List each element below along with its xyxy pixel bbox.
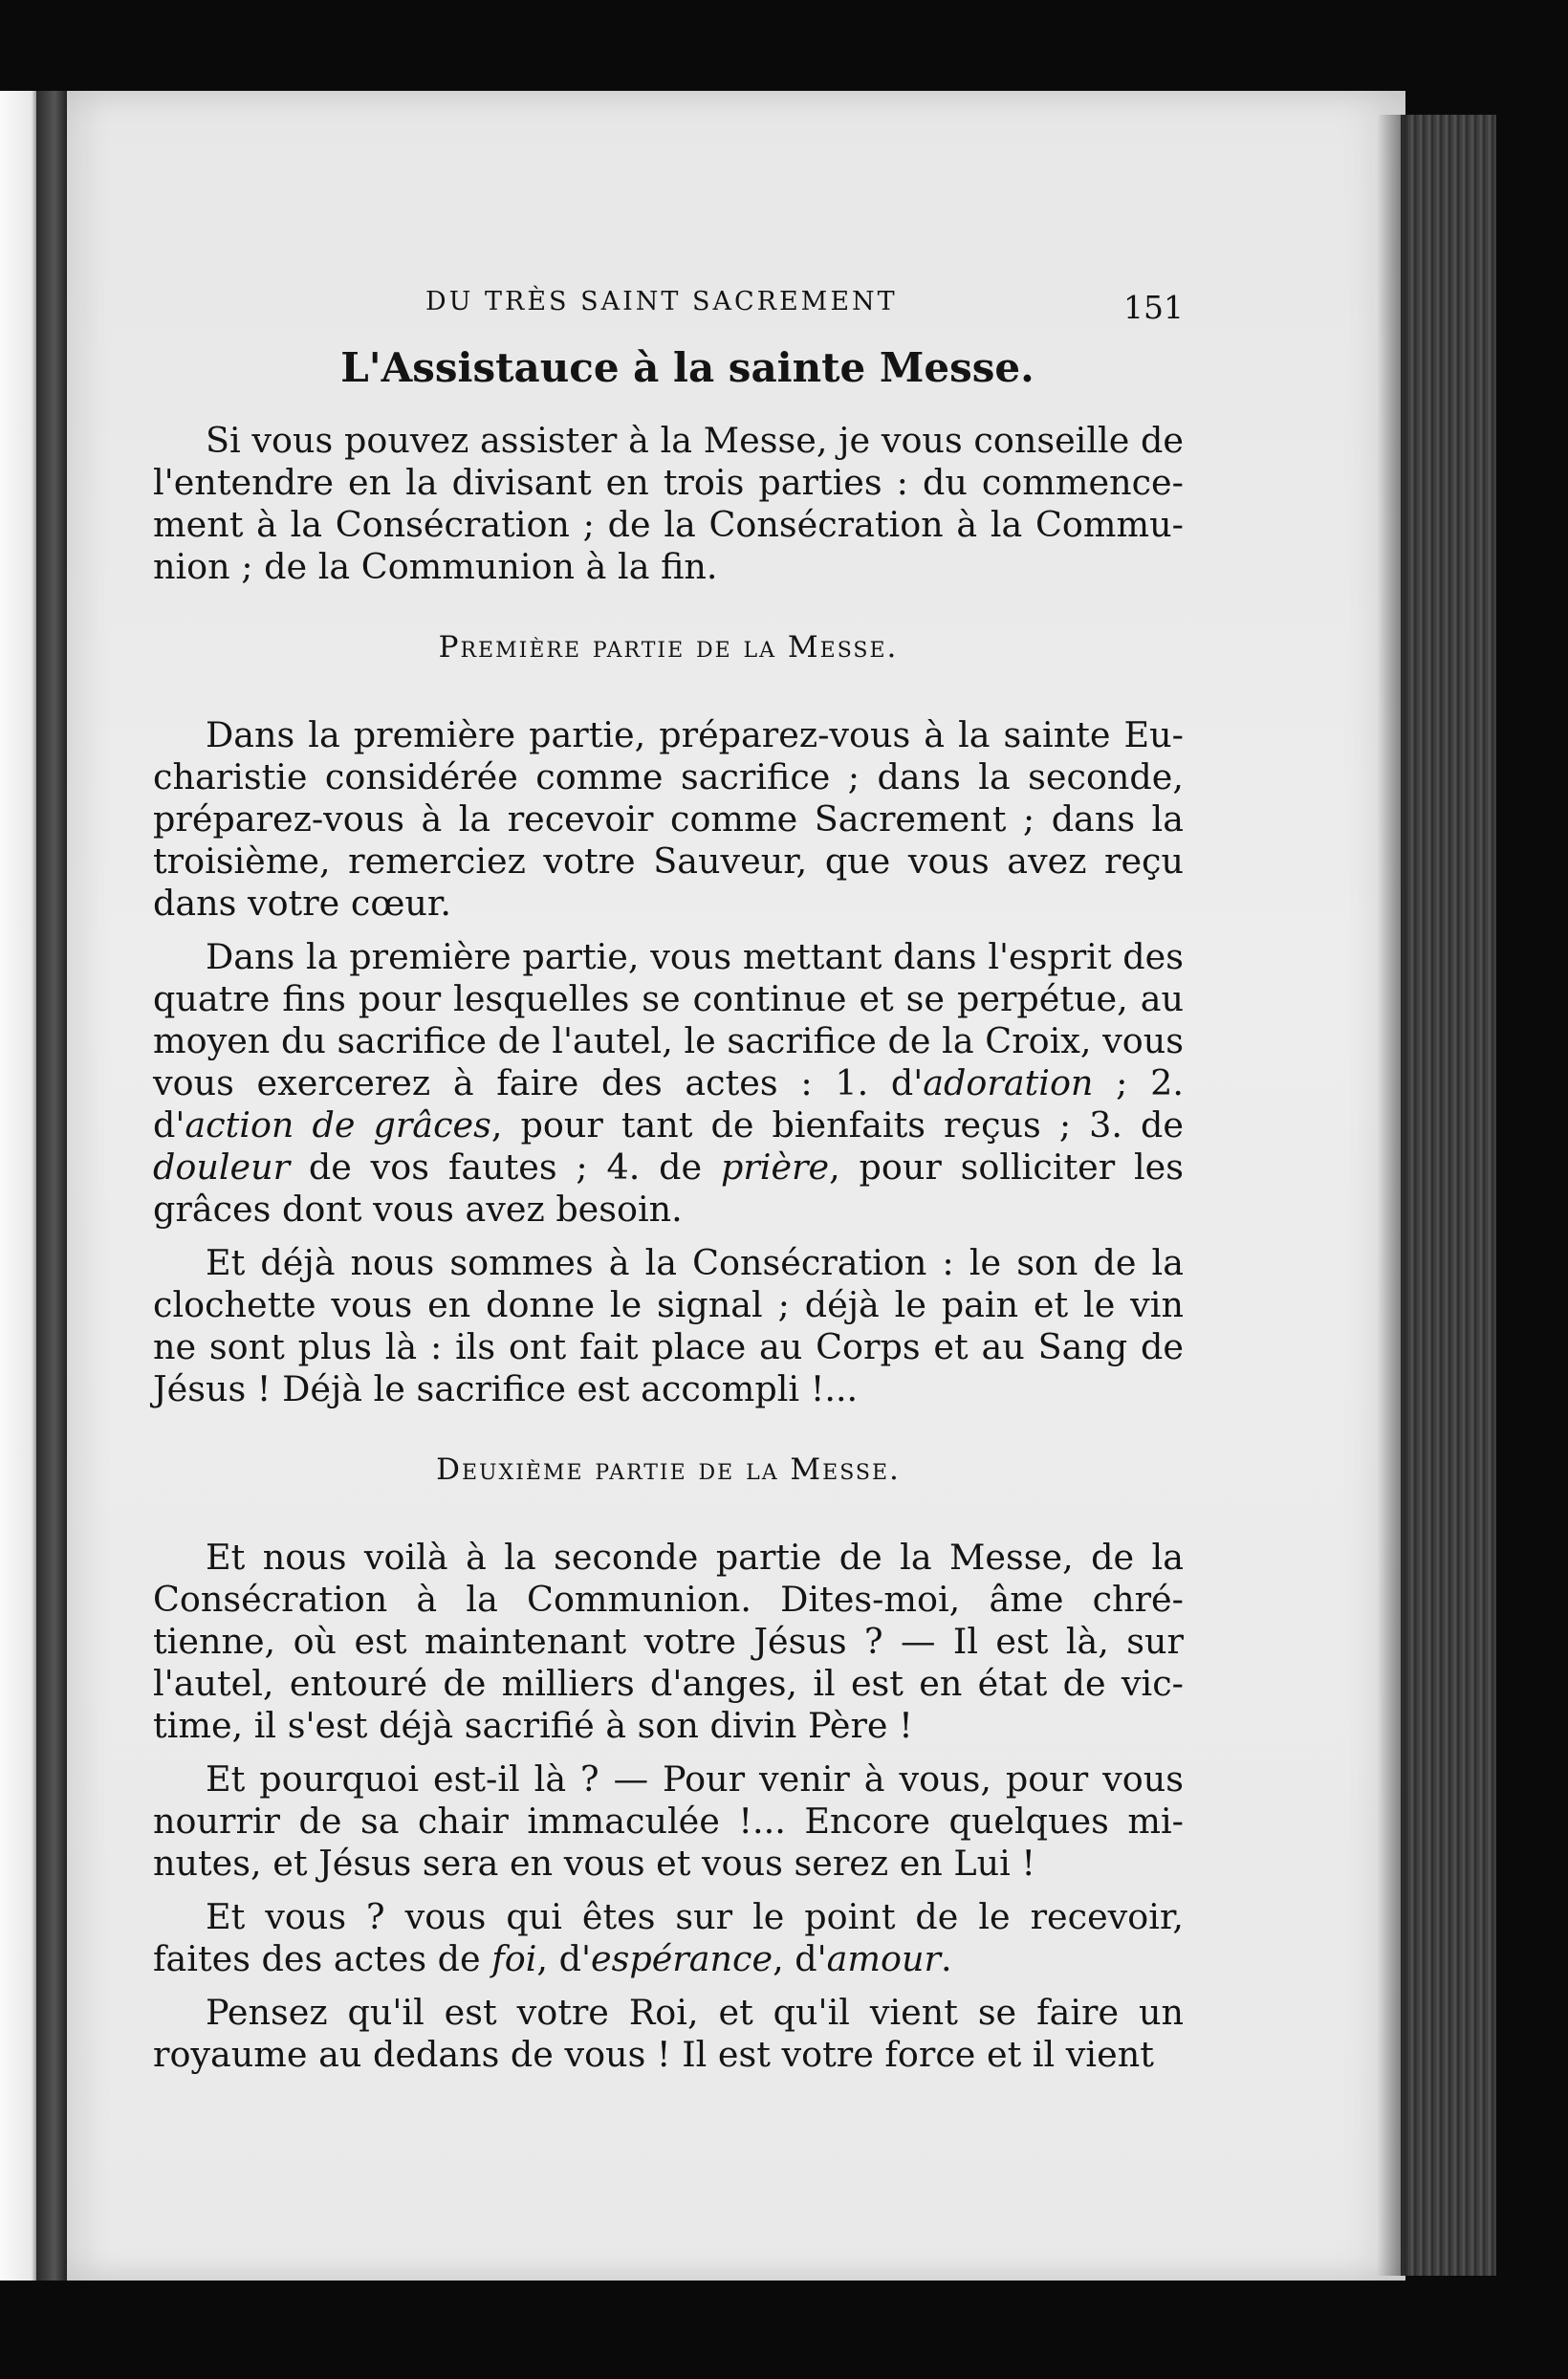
text-segment: , d' bbox=[536, 1938, 591, 1979]
text-segment: Et vous ? vous qui êtes sur le point de le recevoir, faites des actes de bbox=[153, 1896, 1184, 1979]
paragraph-consecration: Et déjà nous sommes à la Consécration : le son de la clochette vous en donne le signal ; déjà le pain et le vin ne sont plus là : ils ont fait place au Corps et au Sang de Jésus ! Déjà le sacrifice est accompli !... bbox=[153, 1242, 1184, 1409]
section-heading-first-part: Première partie de la Messe. bbox=[438, 630, 899, 665]
text-segment: de vos fautes ; 4. de bbox=[290, 1146, 721, 1188]
emphasis-amour: amour bbox=[826, 1938, 941, 1979]
emphasis-adoration: adoration bbox=[923, 1062, 1094, 1103]
page-shadow bbox=[1377, 115, 1405, 2276]
text-segment: Dans la première partie, vous mettant dans l'esprit des quatre fins pour lesquelles se continue et se perpétue, au moyen du sacrifice de l'autel, le sacrifice de la Croix, vous vous exercerez à faire des actes : 1. d' bbox=[153, 936, 1184, 1103]
paragraph-second-part: Et nous voilà à la seconde partie de la Messe, de la Consécration à la Communion. Dites-moi, âme chrétienne, où est maintenant votre Jésus ? — Il est là, sur l'autel, entouré de milliers d'anges, il est en état de victime, il s'est déjà sacrifié à son divin Père ! bbox=[153, 1537, 1184, 1746]
running-head bbox=[153, 277, 1184, 335]
paragraph-four-ends bbox=[153, 936, 1184, 1231]
emphasis-action-de-graces: action de grâces bbox=[185, 1104, 491, 1146]
chapter-title: L'Assistauce à la sainte Messe. bbox=[340, 344, 1034, 391]
text-segment: , d' bbox=[773, 1938, 827, 1979]
emphasis-esperance: espérance bbox=[591, 1938, 773, 1979]
emphasis-douleur: douleur bbox=[153, 1146, 291, 1188]
intro-paragraph: Si vous pouvez assister à la Messe, je vous conseille de l'entendre en la divisant en trois parties : du commencement à la Consécration ; de la Consécration à la Communion ; de la Communion à la fin. bbox=[153, 420, 1184, 587]
paragraph-acts-of-faith bbox=[153, 1896, 1184, 1980]
binding-strip bbox=[36, 91, 67, 2281]
text-segment: , pour solliciter les grâces dont vous avez besoin. bbox=[153, 1146, 1185, 1230]
paragraph-preparation: Dans la première partie, préparez-vous à la sainte Eucharistie considérée comme sacrifice ; dans la seconde, préparez-vous à la recevoir comme Sacrement ; dans la troisième, remerciez votre Sauveur, que vous avez reçu dans votre cœur. bbox=[153, 714, 1184, 924]
running-title: DU TRÈS SAINT SACREMENT bbox=[425, 287, 898, 316]
page-number: 151 bbox=[1123, 289, 1184, 326]
paragraph-why-here: Et pourquoi est-il là ? — Pour venir à vous, pour vous nourrir de sa chair immaculée !... Encore quelques minutes, et Jésus sera en vous et vous serez en Lui ! bbox=[153, 1758, 1184, 1884]
paragraph-king: Pensez qu'il est votre Roi, et qu'il vient se faire un royaume au dedans de vous ! Il est votre force et il vient bbox=[153, 1992, 1184, 2075]
emphasis-priere: prière bbox=[720, 1146, 830, 1188]
text-segment: . bbox=[940, 1938, 952, 1979]
section-heading-second-part: Deuxième partie de la Messe. bbox=[436, 1452, 901, 1487]
text-segment: , pour tant de bienfaits reçus ; 3. de bbox=[490, 1104, 1184, 1146]
text-segment: ; 2. d' bbox=[153, 1062, 1184, 1146]
emphasis-foi: foi bbox=[491, 1938, 537, 1979]
page-stack-edge bbox=[1401, 115, 1496, 2276]
page-content bbox=[153, 277, 1184, 2087]
